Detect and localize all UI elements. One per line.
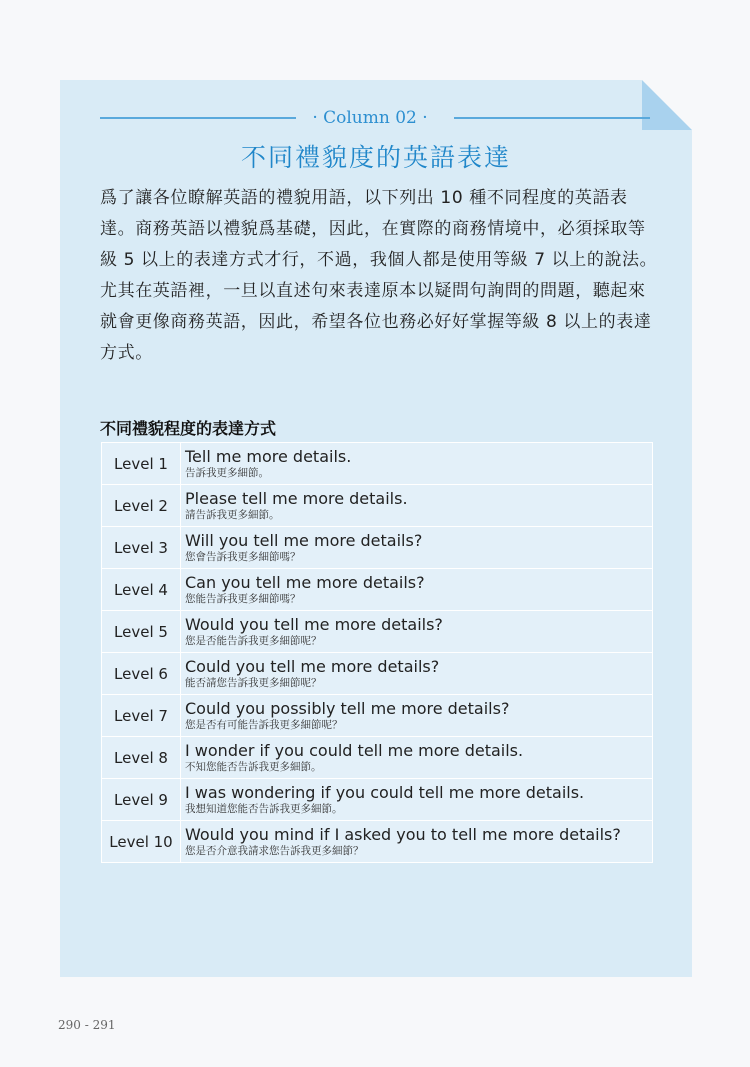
english-phrase: Could you tell me more details? <box>185 657 440 676</box>
chinese-translation: 不知您能否告訴我更多細節。 <box>185 761 322 773</box>
level-cell: Level 10 <box>102 821 181 863</box>
column-panel <box>60 80 692 977</box>
phrase-cell <box>181 653 653 695</box>
table-row <box>102 611 653 653</box>
table-row <box>102 443 653 485</box>
chinese-translation: 您是否有可能告訴我更多細節呢？ <box>185 719 343 731</box>
phrase-cell <box>181 569 653 611</box>
phrase-cell <box>181 443 653 485</box>
phrase-cell <box>181 737 653 779</box>
table-row <box>102 653 653 695</box>
phrase-cell <box>181 779 653 821</box>
column-header <box>100 106 640 130</box>
level-cell: Level 5 <box>102 611 181 653</box>
english-phrase: Please tell me more details. <box>185 489 408 508</box>
table-row <box>102 485 653 527</box>
english-phrase: I wonder if you could tell me more details. <box>185 741 524 760</box>
page-fold-corner <box>642 80 692 130</box>
phrase-cell <box>181 485 653 527</box>
table-row <box>102 821 653 863</box>
english-phrase: Would you tell me more details? <box>185 615 443 634</box>
level-cell: Level 9 <box>102 779 181 821</box>
chinese-translation: 您會告訴我更多細節嗎？ <box>185 551 301 563</box>
chinese-translation: 您是否能告訴我更多細節呢？ <box>185 635 322 647</box>
english-phrase: Would you mind if I asked you to tell me more details? <box>185 825 621 844</box>
phrase-cell <box>181 527 653 569</box>
chinese-translation: 您是否介意我請求您告訴我更多細節？ <box>185 845 364 857</box>
phrase-cell <box>181 695 653 737</box>
politeness-levels-table <box>101 442 653 863</box>
table-title: 不同禮貌程度的表達方式 <box>100 419 277 438</box>
phrase-cell <box>181 611 653 653</box>
chinese-translation: 能否請您告訴我更多細節呢？ <box>185 677 322 689</box>
chinese-translation: 您能告訴我更多細節嗎？ <box>185 593 301 605</box>
column-title: 不同禮貌度的英語表達 <box>240 143 511 172</box>
level-cell: Level 7 <box>102 695 181 737</box>
table-row <box>102 527 653 569</box>
table-row <box>102 695 653 737</box>
level-cell: Level 6 <box>102 653 181 695</box>
intro-paragraph: 爲了讓各位瞭解英語的禮貌用語，以下列出 10 種不同程度的英語表達。商務英語以禮貌爲基礎，因此，在實際的商務情境中，必須採取等級 5 以上的表達方式才行，不過，我個人都是使用等級 7 以上的說法。尤其在英語裡，一旦以直述句來表達原本以疑問句詢問的問題，聽起來就會更像商務英語，因此，希望各位也務必好好掌握等級 8 以上的表達方式。 <box>100 188 658 363</box>
level-cell: Level 8 <box>102 737 181 779</box>
table-row <box>102 779 653 821</box>
level-cell: Level 3 <box>102 527 181 569</box>
page-number: 290 - 291 <box>58 1018 116 1032</box>
english-phrase: Can you tell me more details? <box>185 573 425 592</box>
chinese-translation: 請告訴我更多細節。 <box>185 509 280 521</box>
level-cell: Level 2 <box>102 485 181 527</box>
english-phrase: Tell me more details. <box>185 447 352 466</box>
english-phrase: I was wondering if you could tell me more details. <box>185 783 585 802</box>
level-cell: Level 4 <box>102 569 181 611</box>
level-cell: Level 1 <box>102 443 181 485</box>
table-row <box>102 569 653 611</box>
phrase-cell <box>181 821 653 863</box>
english-phrase: Could you possibly tell me more details? <box>185 699 510 718</box>
column-label: · Column 02 · <box>312 108 428 128</box>
chinese-translation: 告訴我更多細節。 <box>185 467 269 479</box>
english-phrase: Will you tell me more details? <box>185 531 423 550</box>
table-row <box>102 737 653 779</box>
chinese-translation: 我想知道您能否告訴我更多細節。 <box>185 803 343 815</box>
